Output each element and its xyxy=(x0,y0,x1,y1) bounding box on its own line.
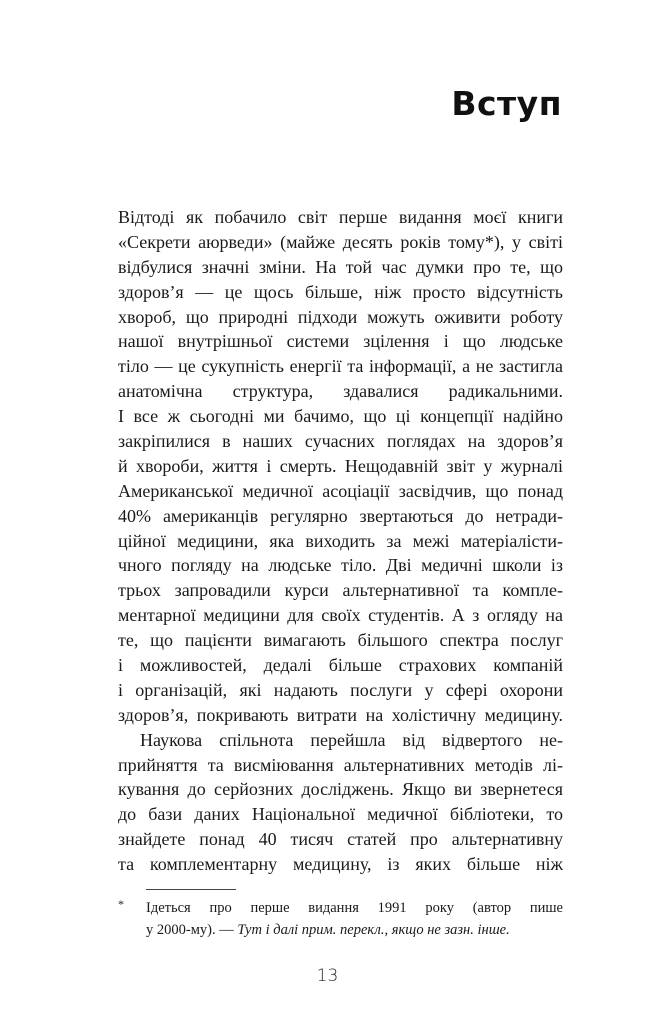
text-line: ментарної медицини для своїх студентів. А з огляду на xyxy=(118,605,563,626)
footnote-line: Ідеться про перше видання 1991 року (автор пише xyxy=(146,900,563,916)
text-line: 40% американців регулярно звертаються до нетради- xyxy=(118,505,563,526)
text-line: і організацій, які надають послуги у сфері охорони xyxy=(118,679,563,700)
text-line: здоров’я, покривають витрати на холістичну медицину. xyxy=(118,704,563,725)
text-line: «Секрети аюрведи» (майже десять років тому*), у світі xyxy=(118,231,563,252)
text-line: відбулися значні зміни. На той час думки про те, що xyxy=(118,256,563,277)
text-line: хвороб, що природні підходи можуть оживити роботу xyxy=(118,306,563,327)
text-line: ційної медицини, яка виходить за межі матеріалісти- xyxy=(118,530,563,551)
chapter-title: Вступ xyxy=(451,84,562,123)
footnote xyxy=(118,897,563,941)
footnote-marker: * xyxy=(118,897,124,911)
text-line: чного погляду на людське тіло. Дві медичні школи із xyxy=(118,555,563,576)
footnote-translator-note: Тут і далі прим. перекл., якщо не зазн. інше. xyxy=(237,922,510,938)
text-line: Американської медичної асоціації засвідчив, що понад xyxy=(118,480,563,501)
text-line: здоров’я — це щось більше, ніж просто відсутність xyxy=(118,281,563,302)
text-line: те, що пацієнти вимагають більшого спектра послуг xyxy=(118,630,563,651)
text-line: прийняття та висміювання альтернативних методів лі- xyxy=(118,754,563,775)
text-line: закріпилися в наших сучасних поглядах на здоров’я xyxy=(118,431,563,452)
text-line: кування до серйозних досліджень. Якщо ви звернетеся xyxy=(118,779,563,800)
page-number: 13 xyxy=(316,966,339,986)
paragraph-2 xyxy=(118,728,563,877)
text-line: нашої внутрішньої системи зцілення і що людське xyxy=(118,331,563,352)
text-line: анатомічна структура, здавалися радикальними. xyxy=(118,381,563,402)
text-line: тіло — це сукупність енергії та інформації, а не застигла xyxy=(118,356,563,377)
text-line: трьох запровадили курси альтернативної та компле- xyxy=(118,580,563,601)
footnote-line xyxy=(146,919,563,941)
text-line: Відтоді як побачило світ перше видання моєї книги xyxy=(118,207,563,227)
text-line: і можливостей, дедалі більше страхових компаній xyxy=(118,655,563,676)
text-line: й хвороби, життя і смерть. Нещодавній звіт у журналі xyxy=(118,455,563,476)
text-line: знайдете понад 40 тисяч статей про альтернативну xyxy=(118,829,563,850)
text-line: до бази даних Національної медичної бібліотеки, то xyxy=(118,804,563,825)
body-text xyxy=(118,205,563,877)
text-line: та комплементарну медицину, із яких більше ніж xyxy=(118,854,563,875)
text-line: І все ж сьогодні ми бачимо, що ці концепції надійно xyxy=(118,406,563,427)
paragraph-1 xyxy=(118,205,563,728)
text-line: Наукова спільнота перейшла від відвертого не- xyxy=(140,729,563,750)
footnote-divider xyxy=(146,889,236,890)
footnote-text: у 2000-му). — xyxy=(146,922,238,938)
